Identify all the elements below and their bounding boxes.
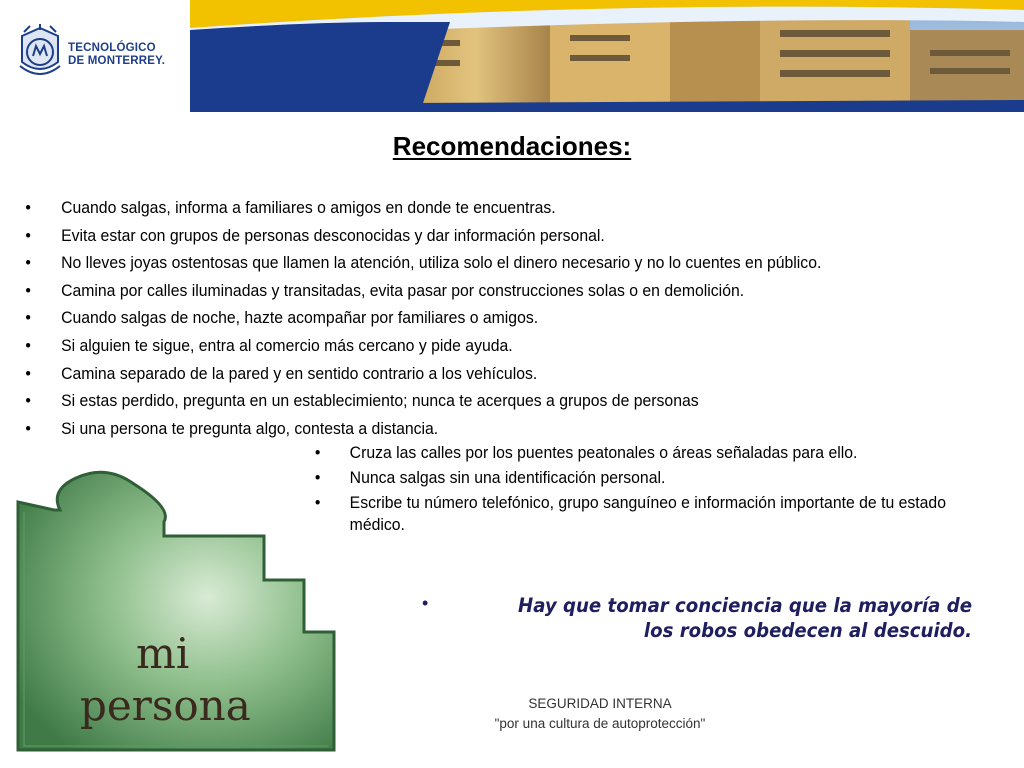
- list-item: • Si alguien te sigue, entra al comercio más cercano y pide ayuda.: [0, 336, 963, 364]
- list-item: • Camina separado de la pared y en sentido contrario a los vehículos.: [0, 364, 963, 392]
- list-item: • Cuando salgas de noche, hazte acompañar por familiares o amigos.: [0, 308, 963, 336]
- list-item: • Nunca salgas sin una identificación personal.: [0, 467, 963, 492]
- list-item: • Si estas perdido, pregunta en un establecimiento; nunca te acerques a grupos de personas: [0, 391, 963, 419]
- bullet-icon: •: [422, 593, 429, 613]
- list-item: • Evita estar con grupos de personas desconocidas y dar información personal.: [0, 226, 963, 254]
- recommendations-list-2: [0, 442, 1024, 536]
- logo-line1: TECNOLÓGICO: [68, 42, 156, 54]
- page-title: Recomendaciones:: [392, 131, 632, 161]
- footer-title: SEGURIDAD INTERNA: [528, 696, 672, 711]
- campus-building-banner: [190, 0, 1024, 112]
- recommendations-list: [0, 198, 1024, 446]
- footer-slogan: "por una cultura de autoprotección": [494, 716, 706, 731]
- list-item: • Escribe tu número telefónico, grupo sanguíneo e información importante de tu estado médico.: [0, 492, 975, 536]
- list-item: • Cruza las calles por los puentes peatonales o áreas señaladas para ello.: [0, 442, 963, 467]
- puzzle-text-mi: mi: [136, 629, 190, 678]
- list-item: • Si una persona te pregunta algo, contesta a distancia.: [0, 419, 963, 447]
- list-item: • Camina por calles iluminadas y transitadas, evita pasar por construcciones solas o en demolición.: [0, 281, 963, 309]
- emphasis-note: [420, 593, 972, 643]
- puzzle-text-persona: persona: [80, 681, 251, 730]
- footer: [440, 694, 760, 734]
- tec-logo: [14, 22, 184, 84]
- logo-line2: DE MONTERREY.: [68, 55, 166, 67]
- emphasis-text: Hay que tomar conciencia que la mayoría de los robos obedecen al descuido.: [518, 594, 972, 642]
- tec-seal-icon: [14, 22, 66, 80]
- list-item: • Cuando salgas, informa a familiares o amigos en donde te encuentras.: [0, 198, 963, 226]
- list-item: • No lleves joyas ostentosas que llamen la atención, utiliza solo el dinero necesario y no lo cuentes en público.: [0, 253, 963, 281]
